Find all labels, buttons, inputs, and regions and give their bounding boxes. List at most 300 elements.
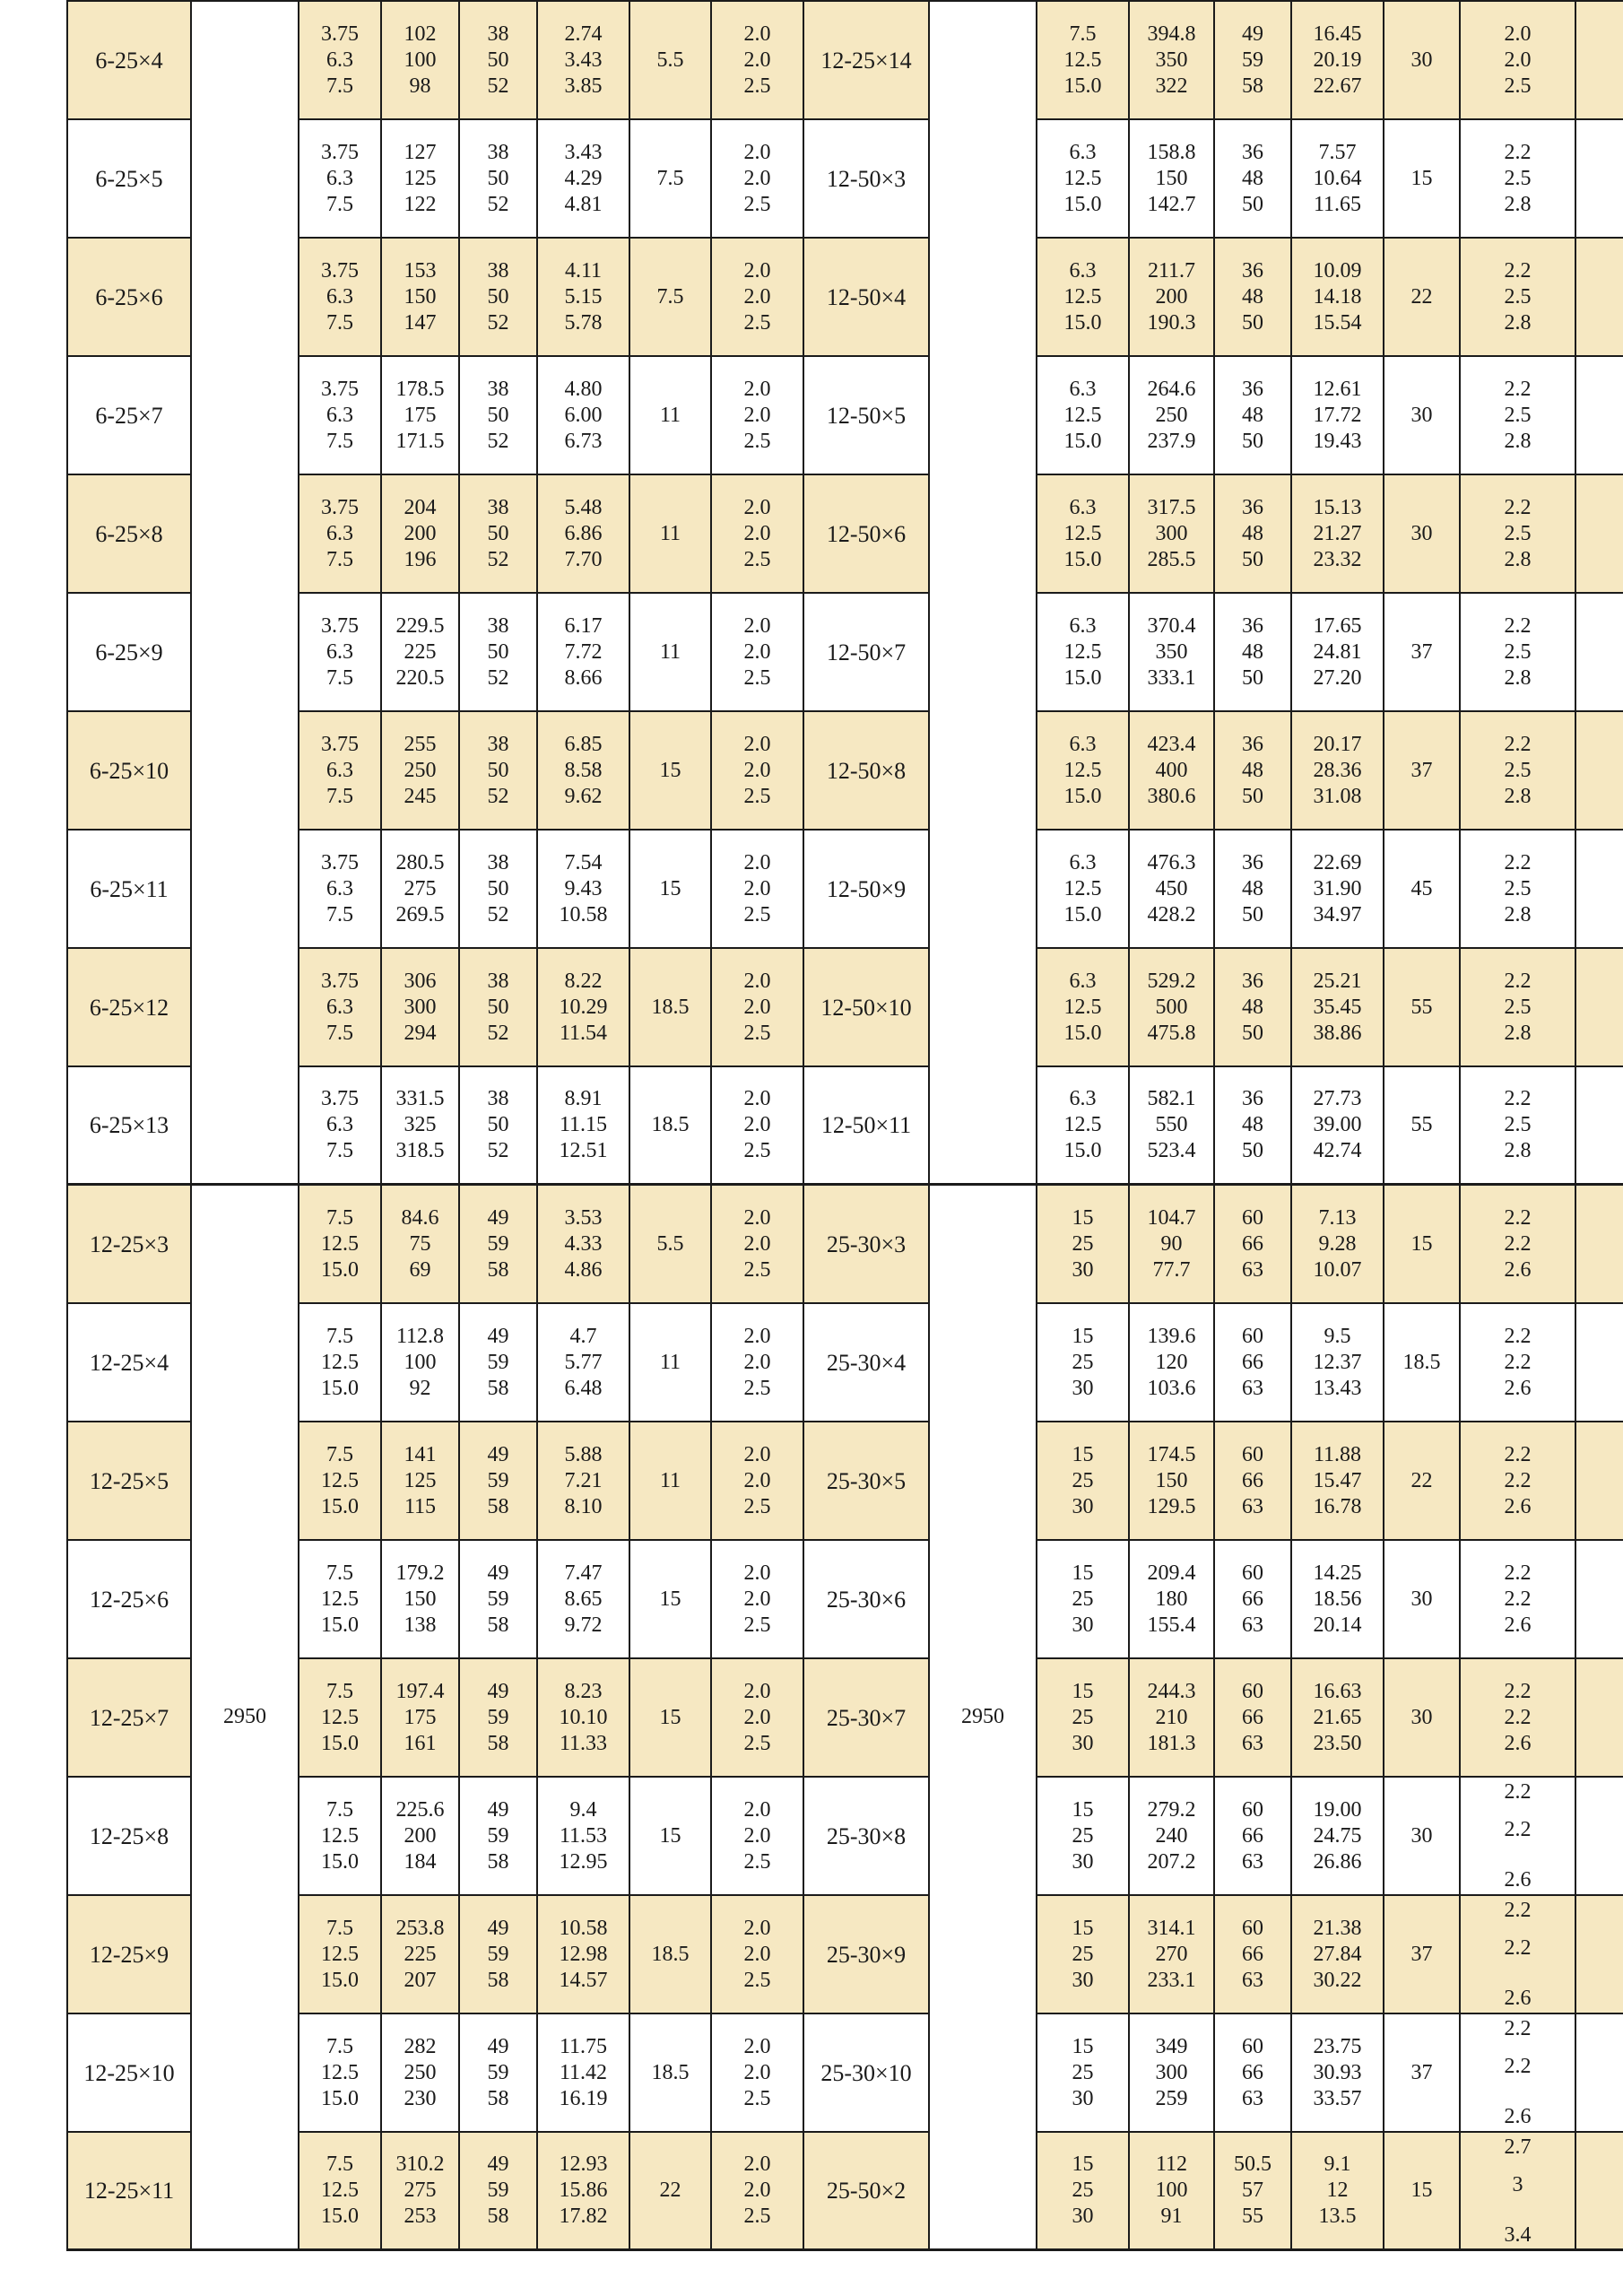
shaft-power-cell bbox=[1292, 1186, 1384, 1304]
cell-value: 350 bbox=[1155, 48, 1188, 72]
cell-value: 2.0 bbox=[743, 995, 771, 1019]
efficiency-cell bbox=[460, 2133, 538, 2251]
cell-value: 15.0 bbox=[321, 1849, 359, 1874]
cell-value: 11 bbox=[659, 1468, 681, 1492]
cell-value: 8.58 bbox=[564, 758, 603, 782]
head-cell bbox=[1130, 1896, 1215, 2014]
cell-value: 55 bbox=[1242, 2205, 1263, 2228]
cell-value: 2.5 bbox=[743, 429, 771, 453]
cell-value: 2.0 bbox=[1504, 48, 1532, 72]
cell-value: 6-25×9 bbox=[95, 639, 163, 665]
cell-value: 285.5 bbox=[1147, 547, 1196, 571]
cell-value: 279.2 bbox=[1147, 1797, 1196, 1822]
cell-value: 255 bbox=[404, 732, 437, 756]
cell-value: 10.07 bbox=[1313, 1257, 1362, 1282]
cell-value: 2.0 bbox=[743, 1350, 771, 1374]
model-cell bbox=[804, 1186, 930, 1304]
model-cell bbox=[68, 2, 192, 120]
cell-value: 7.5 bbox=[326, 1561, 353, 1585]
cell-value: 25-30×6 bbox=[826, 1586, 907, 1613]
cell-value: 179.2 bbox=[395, 1561, 445, 1585]
cell-value: 2.5 bbox=[743, 902, 771, 926]
edge-sliver-cell bbox=[1576, 1304, 1623, 1422]
speed-cell bbox=[930, 2, 1037, 1186]
cell-value: 18.5 bbox=[651, 995, 690, 1019]
cell-value: 2.8 bbox=[1504, 310, 1532, 335]
efficiency-cell bbox=[460, 594, 538, 712]
npsh-cell bbox=[1461, 120, 1576, 239]
cell-value: 294 bbox=[404, 1021, 437, 1045]
cell-value: 7.13 bbox=[1318, 1205, 1357, 1230]
cell-value: 34.97 bbox=[1313, 902, 1362, 926]
cell-value: 21.65 bbox=[1313, 1705, 1362, 1729]
motor-power-cell bbox=[630, 949, 712, 1067]
cell-value: 66 bbox=[1242, 1231, 1263, 1256]
flow-cell bbox=[299, 2, 382, 120]
cell-value: 2.2 bbox=[1504, 1350, 1532, 1374]
efficiency-cell bbox=[1215, 1896, 1292, 2014]
edge-sliver-cell bbox=[1576, 1541, 1623, 1659]
head-cell bbox=[1130, 2, 1215, 120]
shaft-power-cell bbox=[538, 831, 630, 949]
shaft-power-cell bbox=[538, 1422, 630, 1541]
cell-value: 11.42 bbox=[559, 2060, 608, 2084]
flow-cell bbox=[299, 120, 382, 239]
cell-value: 38 bbox=[487, 22, 509, 46]
cell-value: 2.5 bbox=[743, 1257, 771, 1282]
cell-value: 25-30×5 bbox=[826, 1467, 907, 1494]
head-cell bbox=[1130, 1659, 1215, 1778]
cell-value: 2.2 bbox=[1504, 1899, 1532, 1922]
cell-value: 12-25×5 bbox=[89, 1467, 169, 1494]
cell-value: 9.43 bbox=[564, 876, 603, 900]
cell-value: 237.9 bbox=[1147, 429, 1196, 453]
cell-value: 2.8 bbox=[1504, 1021, 1532, 1045]
cell-value: 18.5 bbox=[651, 2060, 690, 2084]
cell-value: 264.6 bbox=[1147, 377, 1196, 401]
cell-value: 2.5 bbox=[743, 192, 771, 216]
cell-value: 48 bbox=[1242, 758, 1263, 782]
head-cell bbox=[382, 2, 460, 120]
cell-value: 161 bbox=[404, 1731, 437, 1755]
efficiency-cell bbox=[1215, 1422, 1292, 1541]
cell-value: 12.5 bbox=[1063, 1113, 1102, 1136]
cell-value: 6.3 bbox=[1069, 613, 1097, 638]
cell-value: 22.67 bbox=[1313, 74, 1362, 98]
cell-value: 19.00 bbox=[1313, 1797, 1362, 1822]
npsh-cell bbox=[1461, 1896, 1576, 2014]
flow-cell bbox=[1037, 239, 1130, 357]
edge-sliver-cell bbox=[1576, 1778, 1623, 1896]
cell-value: 2.8 bbox=[1504, 429, 1532, 453]
cell-value: 380.6 bbox=[1147, 784, 1196, 808]
npsh-cell bbox=[1461, 831, 1576, 949]
motor-power-cell bbox=[630, 831, 712, 949]
cell-value: 59 bbox=[1242, 48, 1263, 72]
cell-value: 48 bbox=[1242, 1113, 1263, 1136]
cell-value: 2.0 bbox=[743, 377, 771, 401]
cell-value: 2.5 bbox=[743, 2086, 771, 2110]
flow-cell bbox=[299, 831, 382, 949]
cell-value: 12-50×6 bbox=[826, 520, 907, 547]
npsh-cell bbox=[1461, 1778, 1576, 1896]
cell-value: 204 bbox=[404, 495, 437, 519]
cell-value: 6-25×8 bbox=[95, 520, 163, 547]
cell-value: 2.0 bbox=[743, 1442, 771, 1466]
head-cell bbox=[1130, 1186, 1215, 1304]
model-cell bbox=[68, 1896, 192, 2014]
cell-value: 42.74 bbox=[1313, 1139, 1362, 1162]
cell-value: 12.5 bbox=[1063, 639, 1102, 664]
motor-power-cell bbox=[630, 2, 712, 120]
cell-value: 30 bbox=[1410, 1587, 1433, 1611]
head-cell bbox=[1130, 949, 1215, 1067]
cell-value: 6.3 bbox=[326, 995, 353, 1019]
cell-value: 9.62 bbox=[564, 784, 603, 808]
cell-value: 25-30×8 bbox=[826, 1822, 907, 1849]
cell-value: 25-50×2 bbox=[826, 2178, 907, 2204]
cell-value: 12-25×11 bbox=[83, 2178, 175, 2204]
edge-sliver-cell bbox=[1576, 1422, 1623, 1541]
cell-value: 6.86 bbox=[564, 521, 603, 545]
efficiency-cell bbox=[1215, 2014, 1292, 2133]
npsh-cell bbox=[712, 2014, 804, 2133]
cell-value: 4.29 bbox=[564, 166, 603, 190]
cell-value: 229.5 bbox=[395, 613, 445, 638]
cell-value: 49 bbox=[487, 1205, 509, 1230]
cell-value: 50 bbox=[1242, 310, 1263, 335]
shaft-power-cell bbox=[1292, 239, 1384, 357]
cell-value: 63 bbox=[1242, 1257, 1263, 1282]
cell-value: 12.5 bbox=[321, 1942, 359, 1966]
cell-value: 50 bbox=[487, 284, 509, 309]
cell-value: 15.0 bbox=[1063, 547, 1102, 571]
npsh-cell bbox=[1461, 594, 1576, 712]
flow-cell bbox=[299, 1186, 382, 1304]
cell-value: 129.5 bbox=[1147, 1494, 1196, 1518]
cell-value: 50 bbox=[487, 639, 509, 664]
speed-cell bbox=[192, 2, 299, 1186]
cell-value: 19.43 bbox=[1313, 429, 1362, 453]
cell-value: 2.5 bbox=[1504, 521, 1532, 545]
model-cell bbox=[804, 1896, 930, 2014]
cell-value: 280.5 bbox=[395, 850, 445, 874]
cell-value: 2.2 bbox=[1504, 2055, 1532, 2078]
model-cell bbox=[68, 712, 192, 831]
motor-power-cell bbox=[1384, 831, 1461, 949]
flow-cell bbox=[299, 357, 382, 475]
cell-value: 4.11 bbox=[564, 258, 603, 283]
efficiency-cell bbox=[460, 120, 538, 239]
cell-value: 22 bbox=[1410, 284, 1433, 309]
shaft-power-cell bbox=[538, 1896, 630, 2014]
cell-value: 12.5 bbox=[321, 1587, 359, 1611]
cell-value: 7.5 bbox=[326, 547, 353, 571]
cell-value: 3.85 bbox=[564, 74, 603, 98]
efficiency-cell bbox=[460, 949, 538, 1067]
cell-value: 306 bbox=[404, 969, 437, 993]
cell-value: 15.0 bbox=[1063, 784, 1102, 808]
cell-value: 58 bbox=[487, 1376, 509, 1400]
head-cell bbox=[1130, 831, 1215, 949]
motor-power-cell bbox=[1384, 1186, 1461, 1304]
cell-value: 12-50×4 bbox=[826, 283, 907, 310]
cell-value: 269.5 bbox=[395, 902, 445, 926]
cell-value: 12.5 bbox=[1063, 284, 1102, 309]
cell-value: 9.4 bbox=[569, 1797, 597, 1822]
cell-value: 25-30×9 bbox=[826, 1941, 907, 1968]
cell-value: 60 bbox=[1242, 1561, 1263, 1585]
cell-value: 2.2 bbox=[1504, 969, 1532, 993]
shaft-power-cell bbox=[1292, 1778, 1384, 1896]
motor-power-cell bbox=[630, 1541, 712, 1659]
cell-value: 12.5 bbox=[1063, 876, 1102, 900]
cell-value: 207 bbox=[404, 1968, 437, 1992]
cell-value: 52 bbox=[487, 902, 509, 926]
efficiency-cell bbox=[1215, 949, 1292, 1067]
cell-value: 6-25×11 bbox=[90, 875, 169, 902]
model-cell bbox=[804, 2, 930, 120]
edge-sliver-cell bbox=[1576, 949, 1623, 1067]
cell-value: 30 bbox=[1072, 1613, 1094, 1637]
efficiency-cell bbox=[460, 1659, 538, 1778]
cell-value: 240 bbox=[1155, 1823, 1188, 1848]
cell-value: 15.0 bbox=[321, 2205, 359, 2228]
cell-value: 30 bbox=[1072, 1731, 1094, 1755]
npsh-cell bbox=[1461, 2, 1576, 120]
cell-value: 2.8 bbox=[1504, 1139, 1532, 1162]
cell-value: 12-50×10 bbox=[820, 994, 912, 1021]
cell-value: 2.0 bbox=[743, 1231, 771, 1256]
cell-value: 7.5 bbox=[326, 1139, 353, 1162]
flow-cell bbox=[1037, 1659, 1130, 1778]
cell-value: 331.5 bbox=[395, 1087, 445, 1110]
model-cell bbox=[804, 2133, 930, 2251]
cell-value: 55 bbox=[1410, 995, 1433, 1019]
cell-value: 58 bbox=[487, 1257, 509, 1282]
cell-value: 2.2 bbox=[1504, 613, 1532, 638]
npsh-cell bbox=[712, 1067, 804, 1186]
efficiency-cell bbox=[460, 1422, 538, 1541]
motor-power-cell bbox=[630, 475, 712, 594]
efficiency-cell bbox=[1215, 1067, 1292, 1186]
cell-value: 7.57 bbox=[1318, 140, 1357, 164]
cell-value: 15.0 bbox=[1063, 902, 1102, 926]
cell-value: 50 bbox=[1242, 429, 1263, 453]
cell-value: 60 bbox=[1242, 1797, 1263, 1822]
cell-value: 6.85 bbox=[564, 732, 603, 756]
cell-value: 2.0 bbox=[743, 758, 771, 782]
cell-value: 59 bbox=[487, 1705, 509, 1729]
cell-value: 25 bbox=[1072, 1350, 1094, 1374]
model-cell bbox=[804, 1422, 930, 1541]
cell-value: 6.3 bbox=[1069, 377, 1097, 401]
cell-value: 2.5 bbox=[743, 1849, 771, 1874]
cell-value: 12.51 bbox=[559, 1139, 608, 1162]
head-cell bbox=[382, 2014, 460, 2133]
cell-value: 2.0 bbox=[743, 850, 771, 874]
efficiency-cell bbox=[1215, 712, 1292, 831]
cell-value: 2.5 bbox=[1504, 1113, 1532, 1136]
cell-value: 475.8 bbox=[1147, 1021, 1196, 1045]
cell-value: 6.3 bbox=[1069, 969, 1097, 993]
motor-power-cell bbox=[630, 1659, 712, 1778]
edge-sliver-cell bbox=[1576, 2014, 1623, 2133]
cell-value: 48 bbox=[1242, 521, 1263, 545]
cell-value: 250 bbox=[404, 2060, 437, 2084]
cell-value: 6-25×7 bbox=[95, 402, 163, 429]
cell-value: 12-25×8 bbox=[89, 1822, 169, 1849]
head-cell bbox=[382, 594, 460, 712]
head-cell bbox=[382, 1896, 460, 2014]
cell-value: 6.3 bbox=[326, 48, 353, 72]
cell-value: 49 bbox=[1242, 22, 1263, 46]
cell-value: 22.69 bbox=[1313, 850, 1362, 874]
cell-value: 2.0 bbox=[743, 1916, 771, 1940]
model-cell bbox=[68, 1067, 192, 1186]
efficiency-cell bbox=[460, 1778, 538, 1896]
cell-value: 18.56 bbox=[1313, 1587, 1362, 1611]
head-cell bbox=[382, 831, 460, 949]
cell-value: 7.5 bbox=[326, 1797, 353, 1822]
cell-value: 49 bbox=[487, 1442, 509, 1466]
cell-value: 12-25×7 bbox=[89, 1704, 169, 1731]
npsh-cell bbox=[712, 594, 804, 712]
head-cell bbox=[382, 712, 460, 831]
shaft-power-cell bbox=[538, 1186, 630, 1304]
cell-value: 2.6 bbox=[1504, 1987, 1532, 2010]
cell-value: 63 bbox=[1242, 1376, 1263, 1400]
cell-value: 12.5 bbox=[1063, 995, 1102, 1019]
cell-value: 3.53 bbox=[564, 1205, 603, 1230]
motor-power-cell bbox=[1384, 120, 1461, 239]
cell-value: 2.0 bbox=[743, 22, 771, 46]
head-cell bbox=[1130, 2014, 1215, 2133]
cell-value: 370.4 bbox=[1147, 613, 1196, 638]
edge-sliver-cell bbox=[1576, 120, 1623, 239]
motor-power-cell bbox=[1384, 712, 1461, 831]
shaft-power-cell bbox=[538, 2, 630, 120]
cell-value: 49 bbox=[487, 1561, 509, 1585]
cell-value: 10.29 bbox=[559, 995, 608, 1019]
shaft-power-cell bbox=[1292, 949, 1384, 1067]
cell-value: 15.0 bbox=[321, 1613, 359, 1637]
cell-value: 25 bbox=[1072, 1231, 1094, 1256]
cell-value: 28.36 bbox=[1313, 758, 1362, 782]
speed-cell bbox=[930, 1186, 1037, 2251]
cell-value: 22 bbox=[1410, 1468, 1433, 1492]
cell-value: 141 bbox=[404, 1442, 437, 1466]
cell-value: 12-50×7 bbox=[826, 639, 907, 665]
cell-value: 233.1 bbox=[1147, 1968, 1196, 1992]
cell-value: 57 bbox=[1242, 2179, 1263, 2202]
efficiency-cell bbox=[460, 475, 538, 594]
cell-value: 2.6 bbox=[1504, 1868, 1532, 1892]
cell-value: 6-25×5 bbox=[95, 165, 163, 192]
cell-value: 7.5 bbox=[326, 1021, 353, 1045]
cell-value: 75 bbox=[409, 1231, 431, 1256]
head-cell bbox=[1130, 1422, 1215, 1541]
cell-value: 2.5 bbox=[743, 665, 771, 690]
cell-value: 7.5 bbox=[326, 902, 353, 926]
cell-value: 12.5 bbox=[321, 2179, 359, 2202]
cell-value: 3.75 bbox=[321, 140, 359, 164]
shaft-power-cell bbox=[1292, 1422, 1384, 1541]
cell-value: 2.8 bbox=[1504, 784, 1532, 808]
cell-value: 529.2 bbox=[1147, 969, 1196, 993]
cell-value: 282 bbox=[404, 2034, 437, 2058]
cell-value: 30 bbox=[1072, 1257, 1094, 1282]
cell-value: 25-30×3 bbox=[826, 1231, 907, 1257]
head-cell bbox=[1130, 1778, 1215, 1896]
cell-value: 12-25×9 bbox=[89, 1941, 169, 1968]
edge-sliver-cell bbox=[1576, 357, 1623, 475]
cell-value: 84.6 bbox=[401, 1205, 439, 1230]
cell-value: 36 bbox=[1242, 969, 1263, 993]
cell-value: 3.75 bbox=[321, 850, 359, 874]
cell-value: 15.0 bbox=[321, 1376, 359, 1400]
cell-value: 2.74 bbox=[564, 22, 603, 46]
cell-value: 60 bbox=[1242, 1324, 1263, 1348]
motor-power-cell bbox=[1384, 949, 1461, 1067]
cell-value: 49 bbox=[487, 2034, 509, 2058]
npsh-cell bbox=[1461, 1541, 1576, 1659]
cell-value: 2.0 bbox=[743, 2034, 771, 2058]
efficiency-cell bbox=[1215, 2, 1292, 120]
flow-cell bbox=[299, 2133, 382, 2251]
efficiency-cell bbox=[460, 1541, 538, 1659]
cell-value: 6.00 bbox=[564, 403, 603, 427]
cell-value: 15 bbox=[1072, 1205, 1094, 1230]
cell-value: 150 bbox=[1155, 166, 1188, 190]
cell-value: 15.54 bbox=[1313, 310, 1362, 335]
npsh-cell bbox=[712, 831, 804, 949]
cell-value: 12 bbox=[1326, 2179, 1349, 2202]
cell-value: 174.5 bbox=[1147, 1442, 1196, 1466]
cell-value: 2.0 bbox=[743, 1205, 771, 1230]
cell-value: 2.0 bbox=[743, 969, 771, 993]
cell-value: 30 bbox=[1072, 1968, 1094, 1992]
cell-value: 20.19 bbox=[1313, 48, 1362, 72]
npsh-cell bbox=[712, 949, 804, 1067]
edge-sliver-cell bbox=[1576, 1067, 1623, 1186]
cell-value: 127 bbox=[404, 140, 437, 164]
cell-value: 66 bbox=[1242, 1587, 1263, 1611]
cell-value: 59 bbox=[487, 1468, 509, 1492]
cell-value: 5.5 bbox=[656, 48, 684, 72]
cell-value: 63 bbox=[1242, 1849, 1263, 1874]
cell-value: 58 bbox=[487, 2086, 509, 2110]
shaft-power-cell bbox=[538, 475, 630, 594]
cell-value: 153 bbox=[404, 258, 437, 283]
cell-value: 2.2 bbox=[1504, 1818, 1532, 1841]
cell-value: 15 bbox=[659, 1587, 681, 1611]
cell-value: 13.5 bbox=[1318, 2205, 1357, 2228]
cell-value: 2.2 bbox=[1504, 1231, 1532, 1256]
cell-value: 150 bbox=[404, 284, 437, 309]
cell-value: 7.5 bbox=[326, 784, 353, 808]
efficiency-cell bbox=[460, 1067, 538, 1186]
cell-value: 24.81 bbox=[1313, 639, 1362, 664]
cell-value: 30 bbox=[1410, 403, 1433, 427]
cell-value: 50 bbox=[1242, 192, 1263, 216]
flow-cell bbox=[299, 1896, 382, 2014]
head-cell bbox=[1130, 120, 1215, 239]
cell-value: 12-50×5 bbox=[826, 402, 907, 429]
cell-value: 63 bbox=[1242, 1968, 1263, 1992]
cell-value: 50 bbox=[487, 995, 509, 1019]
cell-value: 15 bbox=[1072, 1324, 1094, 1348]
